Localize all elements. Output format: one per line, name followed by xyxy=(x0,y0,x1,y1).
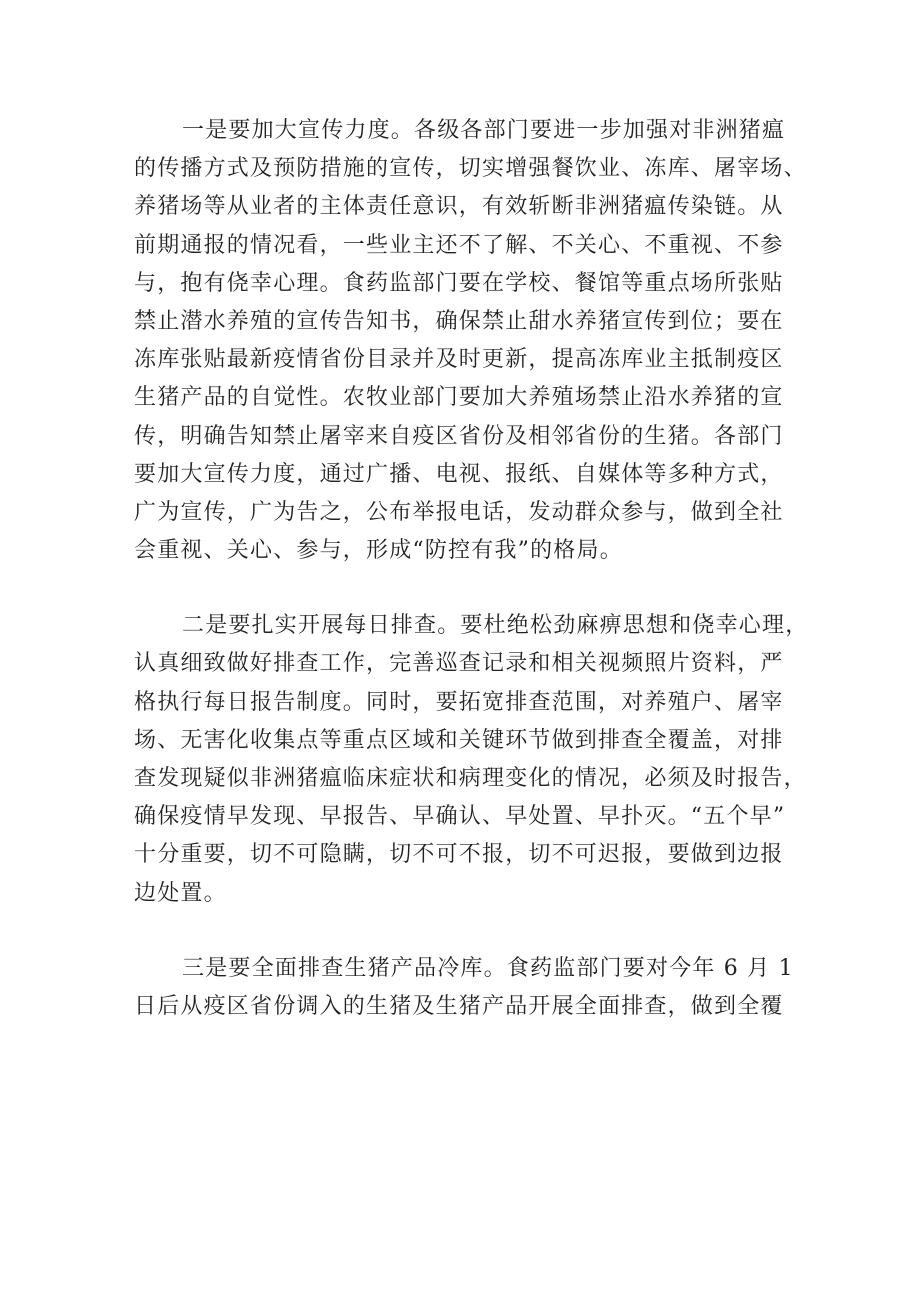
text-line: 冻库张贴最新疫情省份目录并及时更新，提高冻库业主抵制疫区 xyxy=(134,347,784,373)
text-line: 格执行每日报告制度。同时，要拓宽排查范围，对养殖户、屠宰 xyxy=(134,689,784,715)
text-line: 要加大宣传力度，通过广播、电视、报纸、自媒体等多种方式， xyxy=(134,461,784,487)
text-line: 的传播方式及预防措施的宣传，切实增强餐饮业、冻库、屠宰场、 xyxy=(134,156,807,182)
text-line: 禁止潜水养殖的宣传告知书，确保禁止甜水养猪宣传到位；要在 xyxy=(134,308,784,334)
text-line: 十分重要，切不可隐瞒，切不可不报，切不可迟报，要做到边报 xyxy=(134,842,784,868)
text-line: 日后从疫区省份调入的生猪及生猪产品开展全面排查，做到全覆 xyxy=(134,993,784,1019)
paragraph-spacer xyxy=(134,570,794,607)
text-line: 确保疫情早发现、早报告、早确认、早处置、早扑灭。“五个早” xyxy=(134,804,786,830)
text-line: 二是要扎实开展每日排查。要杜绝松劲麻痹思想和侥幸心理， xyxy=(182,613,809,639)
paragraph-cold-storage xyxy=(134,950,794,1026)
paragraph-daily-inspection xyxy=(134,607,809,913)
document-body xyxy=(134,112,809,1026)
text-line: 三是要全面排查生猪产品冷库。食药监部门要对今年 6 月 1 xyxy=(182,955,794,981)
paragraph-spacer xyxy=(134,913,794,950)
text-line: 边处置。 xyxy=(134,880,227,906)
text-line: 前期通报的情况看，一些业主还不了解、不关心、不重视、不参 xyxy=(134,232,784,258)
text-line: 场、无害化收集点等重点区域和关键环节做到排查全覆盖，对排 xyxy=(134,727,784,753)
text-line: 会重视、关心、参与，形成“防控有我”的格局。 xyxy=(134,538,623,564)
text-line: 一是要加大宣传力度。各级各部门要进一步加强对非洲猪瘟 xyxy=(182,118,786,143)
text-line: 与，抱有侥幸心理。食药监部门要在学校、餐馆等重点场所张贴 xyxy=(134,270,784,296)
paragraph-publicity xyxy=(134,112,807,570)
text-line: 查发现疑似非洲猪瘟临床症状和病理变化的情况，必须及时报告， xyxy=(134,766,807,791)
text-line: 养猪场等从业者的主体责任意识，有效斩断非洲猪瘟传染链。从 xyxy=(134,194,784,220)
text-line: 生猪产品的自觉性。农牧业部门要加大养殖场禁止沿水养猪的宣 xyxy=(134,385,784,411)
text-line: 传，明确告知禁止屠宰来自疫区省份及相邻省份的生猪。各部门 xyxy=(134,423,784,449)
text-line: 广为宣传，广为告之，公布举报电话，发动群众参与，做到全社 xyxy=(134,499,784,525)
text-line: 认真细致做好排查工作，完善巡查记录和相关视频照片资料，严 xyxy=(134,651,784,677)
